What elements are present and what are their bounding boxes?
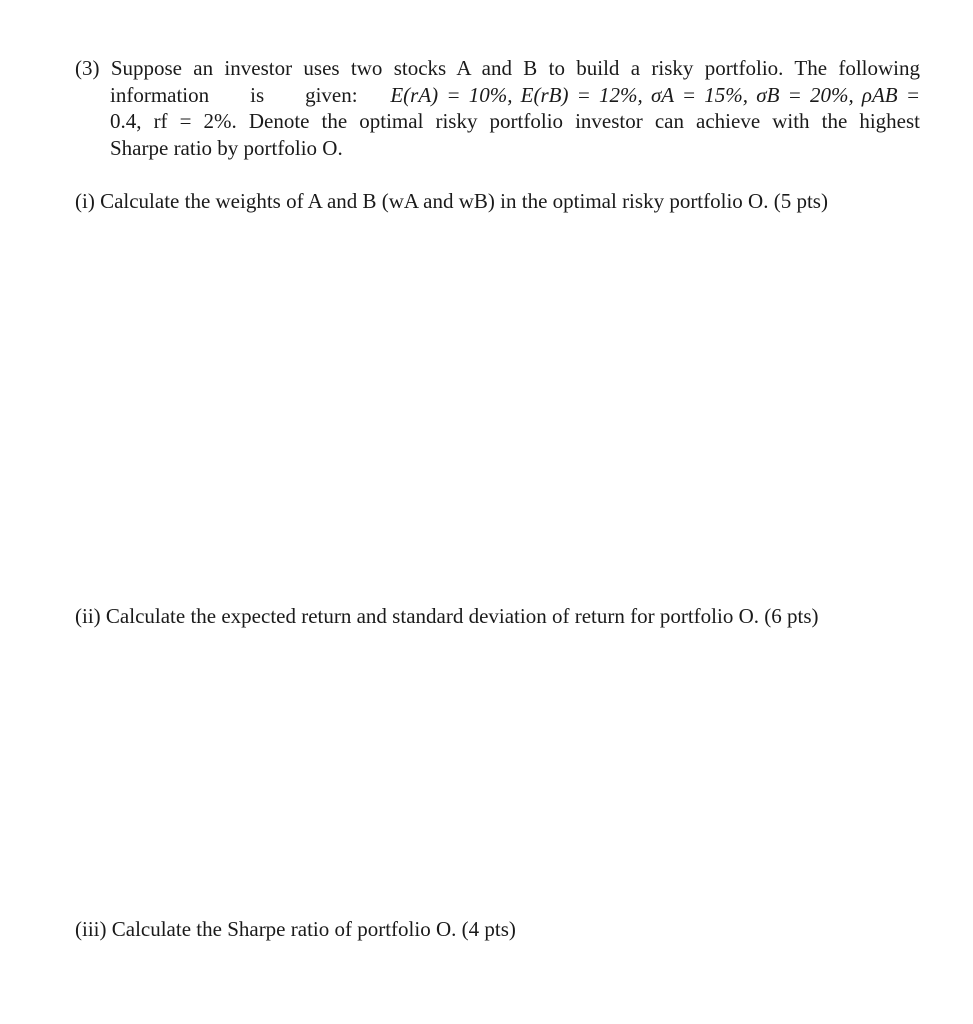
part-iii-prompt xyxy=(75,916,920,943)
question-line-4-text: Sharpe ratio by portfolio O. xyxy=(110,135,343,160)
question-line-1-text: Suppose an investor uses two stocks A and B to build a risky portfolio. The following xyxy=(110,56,920,80)
question-3-line-2 xyxy=(75,82,920,109)
part-ii-prompt xyxy=(75,603,920,630)
question-number: (3) xyxy=(75,56,100,80)
question-3 xyxy=(75,55,920,161)
part-ii-text: (ii) Calculate the expected return and standard deviation of return for portfolio O. (6 pts) xyxy=(75,604,819,628)
question-3-line-4 xyxy=(75,135,920,162)
question-line-3-text: 0.4, rf = 2%. Denote the optimal risky portfolio investor can achieve with the highest xyxy=(110,109,920,133)
given-word-is: is xyxy=(250,82,265,107)
given-parameters-math: E(rA) = 10%, E(rB) = 12%, σA = 15%, σB = 20%, ρAB = xyxy=(390,82,920,107)
given-word-given: given: xyxy=(305,82,358,107)
part-i-text: (i) Calculate the weights of A and B (wA and wB) in the optimal risky portfolio O. (5 pts) xyxy=(75,189,828,213)
question-3-line-3 xyxy=(75,108,920,135)
part-iii-text: (iii) Calculate the Sharpe ratio of portfolio O. (4 pts) xyxy=(75,917,516,941)
given-word-information: information xyxy=(110,82,210,107)
question-3-line-1 xyxy=(75,55,920,82)
part-i-prompt xyxy=(75,188,920,215)
